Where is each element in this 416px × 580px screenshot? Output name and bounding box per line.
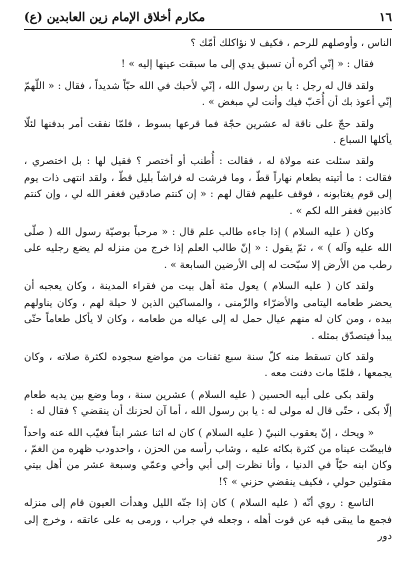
paragraph-8: ولقد كان تسقط منه كلّ سنة سبع ثفنات من مواضع سجوده لكثرة صلاته ، وكان يجمعها ، فلمّا مات دفنت معه . [24,351,392,380]
paragraph-11: التاسع : روي أنّه ( عليه السلام ) كان إذا جنّه الليل وهدأت العيون قام إلى منزله فجمع ما يبقى فيه عن قوت أهله ، وجعله في جراب ، ورمى به على عاتقه ، وخرج إلى دور [24,498,392,542]
paragraph-4: ولقد حجّ على ناقة له عشرين حجّة فما قرعها بسوط ، فلمّا نفقت أمر بدفنها لئلّا يأكلها السباع . [24,118,392,147]
page-header [24,8,392,26]
paragraph-1: الناس ، وأوصلهم للرحم ، فكيف لا نؤاكلك أمّك ؟ [190,38,392,49]
paragraph-6: وكان ( عليه السلام ) إذا جاءه طالب علم قال : « مرحباً بوصيّة رسول الله ( صلّى الله عليه وآله ) » ، ثمّ يقول : « إنّ طالب العلم إذا خرج من منزله لم يضع رجليه على رطب من الأرض إلا سبّحت له إلى الأرضين السابعة » . [24,227,392,271]
paragraph-2: فقال : « إنّي أكره أن تسبق يدي إلى ما سبقت عينها إليه » ! [121,59,374,71]
paragraph-5: ولقد سئلت عنه مولاة له ، فقالت : أُطنب أو أختصر ؟ فقيل لها : بل اختصري ، فقالت : ما أتيته بطعام نهاراً قطّ ، وما فرشت له فراشاً بليل قطّ ، ولقد انتهى ذات يوم إلى قوم يغتابونه ، فوقف عليهم فقال لهم : « إن كنتم صادقين فغفر الله لي ، وإن كنتم كاذبين فغفر الله لكم » . [24,156,392,217]
paragraph-3: ولقد قال له رجل : يا بن رسول الله ، إنّي لأحبك في الله حبّاً شديداً ، فقال : « اللّهمّ إنّي أعوذ بك أن أُحَبّ فيك وأنت لي مبغض » . [24,80,392,109]
paragraph-9: ولقد بكى على أبيه الحسين ( عليه السلام ) عشرين سنة ، وما وضع بين يديه طعام إلّا بكى ، حتّى قال له مولى له : يا بن رسول الله ، أما آن لحزنك أن ينقضي ؟ فقال له : [24,389,392,418]
paragraph-10: « ويحك ، إنّ يعقوب النبيّ ( عليه السلام ) كان له اثنا عشر ابناً فغيّب الله عنه واحداً فابيضّت عيناه من كثرة بكائه عليه ، وشاب رأسه من الحزن ، واحدودب ظهره من الغمّ ، وكان ابنه حيّاً في الدنيا ، وأنا نظرت إلى أبي وأخي وعمّي وسبعة عشر من أهل بيتي مقتولين حولي ، فكيف ينقضي حزني » ؟! [24,427,392,488]
running-title: مكارم أخلاق الإمام زين العابدين (ع) [24,10,206,24]
paragraph-7: ولقد كان ( عليه السلام ) يعول مئة أهل بيت من فقراء المدينة ، وكان يعجبه أن يحضر طعامه اليتامى والأضرّاء والزّمنى ، والمساكين الذين لا حيلة لهم ، وكان يناولهم بيده ، ومن كان له منهم عيال حمل له إلى عياله من طعامه ، وكان لا يأكل طعاماً حتّى يبدأ فيتصدّق بمثله . [24,281,392,342]
header-rule [24,29,392,30]
page-number: ١٦ [379,10,392,24]
body-text [24,36,392,545]
